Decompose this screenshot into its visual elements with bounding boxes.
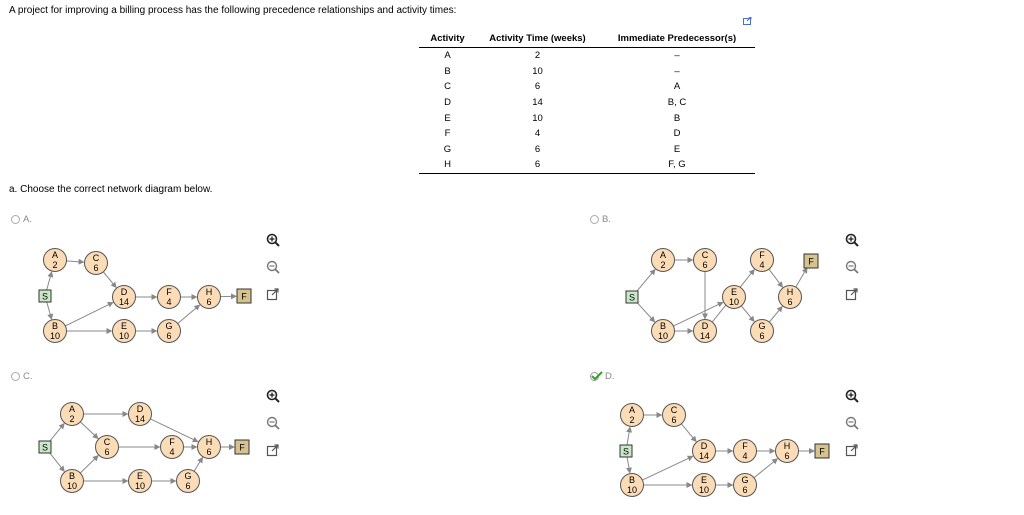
svg-text:E: E — [120, 321, 128, 331]
table-cell: F — [444, 128, 451, 140]
arrow-edge — [47, 302, 52, 319]
svg-text:G: G — [758, 321, 766, 331]
svg-text:A: A — [628, 405, 636, 415]
arrow-edge — [681, 424, 696, 442]
svg-text:F: F — [759, 250, 765, 260]
svg-text:E: E — [700, 475, 708, 485]
activity-node-h — [776, 440, 799, 463]
option-d-label: D. — [605, 371, 615, 382]
svg-text:10: 10 — [728, 297, 740, 307]
table-cell: F, G — [599, 157, 755, 173]
activity-node-d — [113, 286, 136, 309]
activity-node-g — [751, 320, 774, 343]
selected-check-icon[interactable] — [590, 372, 602, 382]
activity-node-f — [158, 286, 181, 309]
col-predecessors: Immediate Predecessor(s) — [599, 31, 755, 48]
arrow-edge — [636, 270, 655, 293]
activity-node-f — [734, 440, 757, 463]
activity-node-a — [652, 249, 675, 272]
table-cell: 6 — [476, 157, 599, 173]
col-activity-time: Activity Time (weeks) — [476, 31, 599, 48]
table-cell: E — [444, 112, 451, 124]
svg-text:2: 2 — [660, 260, 666, 270]
radio-circle[interactable] — [11, 372, 20, 381]
svg-text:6: 6 — [93, 263, 99, 273]
arrow-edge — [194, 458, 202, 472]
table-cell: 14 — [532, 97, 543, 109]
finish-node — [804, 254, 818, 268]
arrow-edge — [741, 306, 754, 321]
arrow-edge — [642, 456, 692, 480]
finish-node — [235, 440, 249, 454]
activity-node-c — [663, 404, 686, 427]
activity-node-e — [693, 474, 716, 497]
activity-node-d — [693, 440, 716, 463]
activity-node-e — [113, 320, 136, 343]
option-c-radio[interactable] — [11, 371, 33, 382]
svg-text:14: 14 — [699, 331, 711, 341]
svg-text:H: H — [783, 441, 791, 451]
activity-node-c — [85, 252, 108, 275]
table-cell: D — [673, 128, 681, 140]
network-diagram-option-b — [580, 230, 840, 360]
open-external-icon[interactable] — [743, 17, 752, 25]
table-cell: – — [674, 50, 680, 62]
svg-text:B: B — [628, 475, 636, 485]
network-diagram-option-c — [0, 385, 260, 515]
svg-text:6: 6 — [784, 451, 790, 461]
zoom-in-icon[interactable] — [845, 233, 859, 247]
svg-text:D: D — [136, 404, 144, 414]
table-cell: B — [673, 112, 681, 124]
svg-text:C: C — [701, 250, 709, 260]
svg-text:14: 14 — [118, 297, 130, 307]
open-external-icon[interactable] — [845, 287, 859, 301]
table-row — [419, 110, 755, 126]
problem-intro: A project for improving a billing process has the following precedence relationships and activity times: — [9, 5, 457, 16]
svg-text:6: 6 — [759, 331, 765, 341]
activity-node-c — [694, 249, 717, 272]
table-cell: 6 — [534, 143, 541, 155]
svg-text:6: 6 — [671, 415, 677, 425]
zoom-in-icon[interactable] — [266, 389, 280, 403]
svg-text:10: 10 — [49, 331, 61, 341]
activity-node-a — [61, 403, 84, 426]
svg-text:C: C — [103, 437, 111, 447]
open-external-icon[interactable] — [845, 443, 859, 457]
activity-node-c — [96, 436, 119, 459]
activity-node-f — [161, 436, 184, 459]
svg-text:G: G — [184, 471, 192, 481]
table-cell: A — [673, 81, 681, 93]
svg-text:2: 2 — [69, 414, 75, 424]
svg-text:4: 4 — [169, 447, 175, 457]
svg-text:A: A — [51, 250, 59, 260]
arrow-edge — [796, 268, 807, 287]
svg-text:6: 6 — [166, 331, 172, 341]
option-b-radio[interactable] — [590, 214, 611, 225]
activity-node-h — [198, 436, 221, 459]
arrow-edge — [769, 269, 783, 287]
svg-text:D: D — [120, 287, 128, 297]
svg-text:S: S — [622, 446, 630, 457]
network-diagram-option-a — [0, 230, 260, 360]
table-cell: – — [674, 65, 680, 77]
zoom-out-icon[interactable] — [266, 416, 280, 430]
option-a-label: A. — [23, 214, 32, 225]
svg-text:F: F — [819, 446, 825, 457]
svg-text:4: 4 — [759, 260, 765, 270]
svg-text:E: E — [136, 471, 144, 481]
table-cell: E — [673, 143, 681, 155]
table-cell: H — [419, 157, 476, 173]
svg-text:S: S — [41, 291, 49, 302]
svg-text:F: F — [169, 437, 175, 447]
activity-node-d — [129, 403, 152, 426]
svg-text:6: 6 — [742, 485, 748, 495]
activity-node-b — [652, 320, 675, 343]
svg-text:14: 14 — [134, 414, 146, 424]
arrow-edge — [754, 459, 777, 478]
svg-text:E: E — [730, 287, 738, 297]
svg-text:B: B — [51, 321, 59, 331]
svg-text:2: 2 — [52, 260, 58, 270]
arrow-edge — [65, 303, 112, 326]
svg-text:S: S — [41, 442, 49, 453]
activity-node-d — [694, 320, 717, 343]
activity-node-e — [723, 286, 746, 309]
activity-node-e — [129, 470, 152, 493]
table-cell: A — [444, 50, 451, 62]
svg-text:F: F — [742, 441, 748, 451]
radio-circle[interactable] — [11, 215, 20, 224]
finish-node — [237, 289, 251, 303]
svg-text:6: 6 — [206, 297, 212, 307]
open-external-icon[interactable] — [266, 287, 280, 301]
svg-text:10: 10 — [657, 331, 669, 341]
svg-text:F: F — [166, 287, 172, 297]
svg-text:4: 4 — [166, 297, 172, 307]
svg-text:H: H — [786, 287, 794, 297]
option-b-label: B. — [602, 214, 611, 225]
svg-text:B: B — [659, 321, 667, 331]
start-node — [626, 291, 638, 303]
zoom-in-icon[interactable] — [266, 233, 280, 247]
arrow-edge — [49, 452, 64, 472]
activity-node-h — [779, 286, 802, 309]
table-row — [419, 79, 755, 95]
table-cell: 6 — [534, 81, 541, 93]
table-cell: 4 — [534, 128, 541, 140]
activity-node-a — [44, 249, 67, 272]
svg-text:D: D — [701, 321, 709, 331]
finish-node — [815, 444, 829, 458]
table-cell: 10 — [532, 112, 543, 124]
svg-text:6: 6 — [206, 447, 212, 457]
table-cell: B, C — [667, 97, 687, 109]
svg-text:6: 6 — [787, 297, 793, 307]
arrow-edge — [80, 456, 98, 473]
radio-circle[interactable] — [590, 215, 599, 224]
table-cell: B — [444, 65, 451, 77]
svg-text:H: H — [205, 437, 213, 447]
activity-node-b — [61, 470, 84, 493]
table-cell: C — [444, 81, 451, 93]
start-node — [39, 441, 51, 453]
arrow-edge — [627, 427, 630, 445]
activity-node-b — [44, 320, 67, 343]
network-diagram-option-d — [580, 385, 840, 515]
activity-node-g — [158, 320, 181, 343]
svg-text:14: 14 — [698, 451, 710, 461]
svg-text:10: 10 — [118, 331, 130, 341]
activity-node-a — [621, 404, 644, 427]
zoom-out-icon[interactable] — [266, 260, 280, 274]
table-cell: 2 — [534, 50, 541, 62]
svg-text:C: C — [92, 253, 100, 263]
arrow-edge — [49, 424, 64, 443]
svg-text:10: 10 — [698, 485, 710, 495]
svg-text:B: B — [68, 471, 76, 481]
arrow-edge — [80, 422, 98, 439]
col-activity: Activity — [419, 31, 476, 48]
svg-text:10: 10 — [626, 485, 638, 495]
option-a-radio[interactable] — [11, 214, 32, 225]
open-external-icon[interactable] — [266, 443, 280, 457]
svg-text:H: H — [205, 287, 213, 297]
question-part-a: a. Choose the correct network diagram below. — [9, 184, 213, 195]
activity-node-g — [734, 474, 757, 497]
svg-text:6: 6 — [104, 447, 110, 457]
svg-text:S: S — [628, 292, 636, 303]
activity-table — [419, 31, 755, 174]
svg-text:2: 2 — [629, 415, 635, 425]
arrow-edge — [627, 457, 630, 473]
activity-node-g — [177, 470, 200, 493]
svg-text:D: D — [700, 441, 708, 451]
table-cell: D — [444, 97, 451, 109]
svg-text:F: F — [241, 291, 247, 302]
zoom-in-icon[interactable] — [845, 389, 859, 403]
activity-node-h — [198, 286, 221, 309]
svg-text:6: 6 — [185, 481, 191, 491]
table-row — [419, 126, 755, 142]
svg-text:G: G — [165, 321, 173, 331]
arrow-edge — [47, 272, 52, 290]
svg-text:F: F — [239, 442, 245, 453]
svg-text:A: A — [659, 250, 667, 260]
table-cell: 10 — [532, 65, 543, 77]
svg-text:10: 10 — [66, 481, 78, 491]
start-node — [39, 290, 51, 302]
arrow-edge — [103, 272, 116, 287]
zoom-out-icon[interactable] — [845, 260, 859, 274]
svg-text:6: 6 — [702, 260, 708, 270]
start-node — [620, 445, 632, 457]
option-d-radio[interactable] — [590, 371, 615, 382]
arrow-edge — [769, 307, 782, 322]
arrow-edge — [636, 301, 655, 321]
table-row — [419, 64, 755, 80]
zoom-out-icon[interactable] — [845, 416, 859, 430]
activity-node-b — [621, 474, 644, 497]
svg-text:4: 4 — [742, 451, 748, 461]
table-row — [419, 142, 755, 158]
svg-text:G: G — [741, 475, 749, 485]
option-c-label: C. — [23, 371, 33, 382]
svg-text:A: A — [68, 404, 76, 414]
svg-text:F: F — [808, 256, 814, 267]
activity-node-f — [751, 249, 774, 272]
table-row — [419, 95, 755, 111]
table-cell: G — [443, 143, 452, 155]
table-row — [419, 48, 755, 64]
table-row — [419, 157, 755, 173]
arrow-edge — [178, 305, 200, 323]
svg-text:C: C — [670, 405, 678, 415]
svg-text:10: 10 — [134, 481, 146, 491]
arrow-edge — [66, 261, 83, 262]
